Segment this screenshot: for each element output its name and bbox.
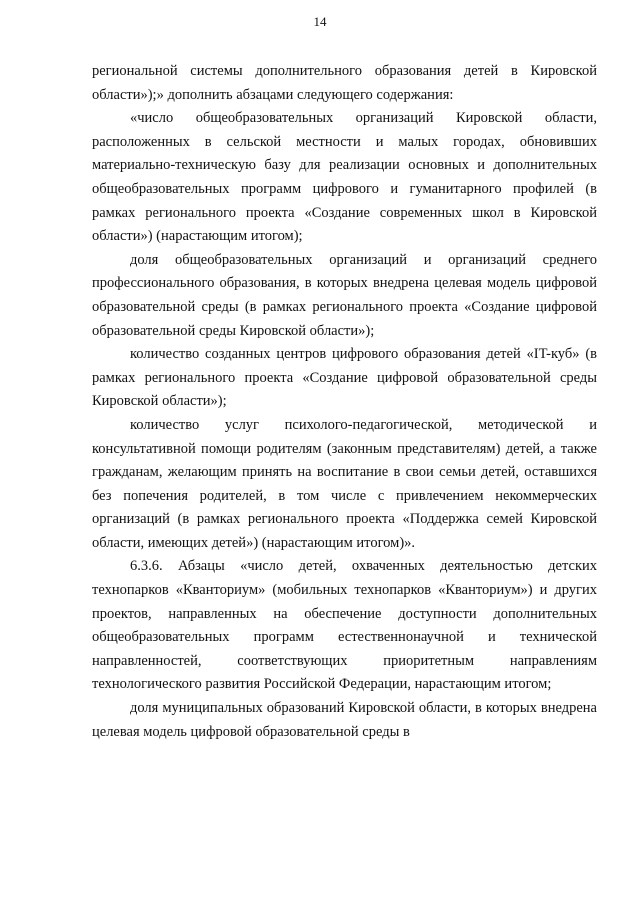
page-number: 14 bbox=[313, 14, 327, 29]
paragraph-indicator-digital-environment: доля общеобразовательных организаций и организаций среднего профессионального образования, в которых внедрена целевая модель цифровой образовательной среды (в рамках регионального проекта «Создание цифровой образовательной среды Кировской области»); bbox=[92, 251, 597, 339]
paragraph-indicator-rural-schools: «число общеобразовательных организаций Кировской области, расположенных в сельской местности и малых городах, обновивших материально-техническую базу для реализации основных и дополнительных общеобразовательных программ цифрового и гуманитарного профилей (в рамках регионального проекта «Создание современных школ в Кировской области») (нарастающим итогом); bbox=[92, 110, 597, 245]
paragraph-indicator-family-support: количество услуг психолого-педагогической, методической и консультативной помощи родителям (законным представителям) детей, а также гражданам, желающим принять на воспитание в свои семьи детей, оставшихся без попечения родителей, в том числе с привлечением некоммерческих организаций (в рамках регионального проекта «Поддержка семей Кировской области, имеющих детей») (нарастающим итогом)». bbox=[92, 416, 597, 551]
document-body bbox=[92, 60, 597, 744]
paragraph-clause-6-3-6: 6.3.6. Абзацы «число детей, охваченных деятельностью детских технопарков «Кванториум» (мобильных технопарков «Кванториум») и других проектов, направленных на обеспечение доступности дополнительных общеобразовательных программ естественнонаучной и технической направленностей, соответствующих приоритетным направлениям технологического развития Российской Федерации, нарастающим итогом; bbox=[92, 558, 597, 693]
paragraph-indicator-municipalities: доля муниципальных образований Кировской области, в которых внедрена целевая модель цифровой образовательной среды в bbox=[92, 700, 597, 740]
paragraph-continuation: региональной системы дополнительного образования детей в Кировской области»);» дополнить абзацами следующего содержания: bbox=[92, 63, 597, 103]
paragraph-indicator-it-cube: количество созданных центров цифрового образования детей «IT-куб» (в рамках регионального проекта «Создание цифровой образовательной среды Кировской области»); bbox=[92, 346, 597, 410]
